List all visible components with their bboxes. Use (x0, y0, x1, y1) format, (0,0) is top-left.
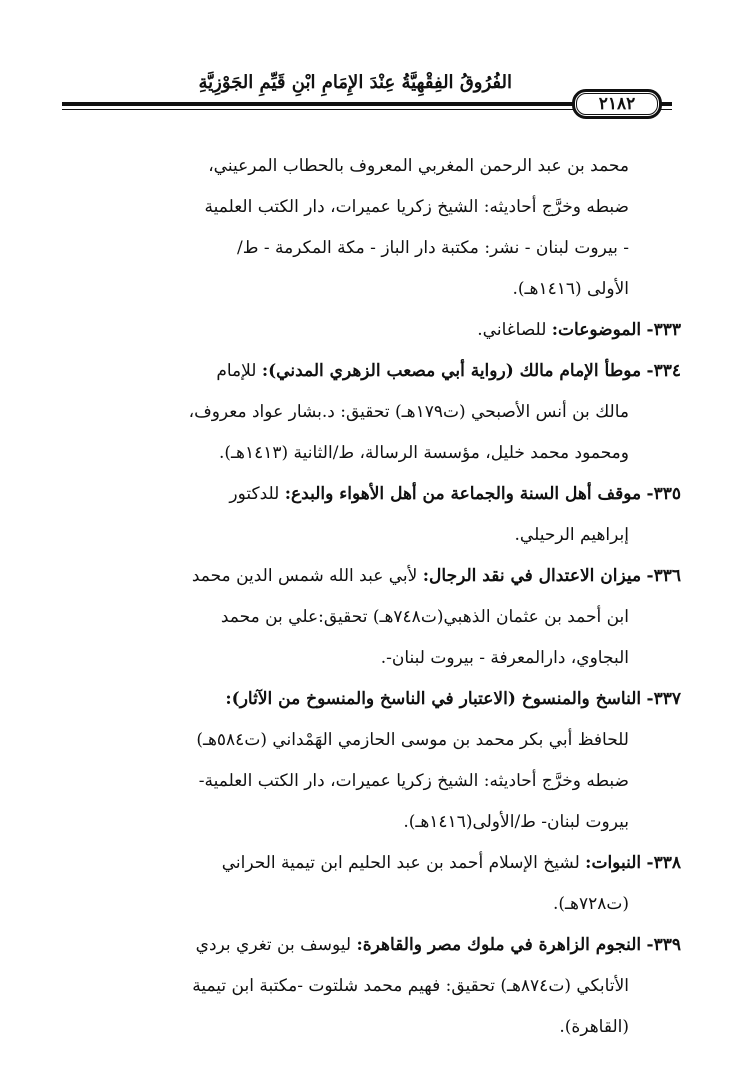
bibliography-entry (56, 474, 681, 556)
entry-text: للدكتور (229, 484, 280, 504)
entry-number: ٣٣٥- (646, 484, 681, 504)
bibliography-entry (56, 925, 681, 1048)
entry-title: الموضوعات: (551, 320, 642, 340)
entry-text: ليوسف بن تغري بردي (195, 935, 352, 955)
continued-entry (56, 146, 681, 310)
entry-title: موقف أهل السنة والجماعة من أهل الأهواء والبدع: (284, 484, 642, 504)
entry-first-line (56, 351, 681, 392)
continuation-line: - بيروت لبنان - نشر: مكتبة دار الباز - مكة المكرمة - ط/ (237, 238, 629, 258)
page-header (62, 72, 662, 142)
running-title: الفُرُوقُ الفِقْهِيَّةُ عِنْدَ الإِمَامِ ابْنِ قَيِّمِ الجَوْزِيَّةِ (198, 72, 512, 93)
entry-number: ٣٣٨- (646, 853, 681, 873)
bibliography-list (56, 146, 681, 1048)
entry-title: ميزان الاعتدال في نقد الرجال: (422, 566, 642, 586)
entry-line: الأتابكي (ت٨٧٤هـ) تحقيق: فهيم محمد شلتوت -مكتبة ابن تيمية (192, 976, 629, 996)
entry-text: للإمام (216, 361, 257, 381)
entry-line: (ت٧٢٨هـ). (552, 894, 629, 914)
entry-line: إبراهيم الرحيلي. (514, 525, 629, 545)
entry-line: (القاهرة). (559, 1017, 629, 1037)
entry-line: للحافظ أبي بكر محمد بن موسى الحازمي الهَمْداني (ت٥٨٤هـ) (196, 730, 629, 750)
bibliography-entry (56, 843, 681, 925)
entry-title: موطأ الإمام مالك (رواية أبي مصعب الزهري المدني): (261, 361, 642, 381)
entry-first-line (56, 925, 681, 966)
continuation-line: الأولى (١٤١٦هـ). (512, 279, 629, 299)
bibliography-entry (56, 351, 681, 474)
bibliography-entry (56, 310, 681, 351)
entry-first-line (56, 474, 681, 515)
entry-first-line (56, 843, 681, 884)
entry-text: لشيخ الإسلام أحمد بن عبد الحليم ابن تيمية الحراني (221, 853, 580, 873)
bibliography-entry (56, 556, 681, 679)
page-number-box (572, 89, 662, 119)
entry-number: ٣٣٤- (646, 361, 681, 381)
continuation-line: محمد بن عبد الرحمن المغربي المعروف بالحطاب المرعيني، (208, 156, 629, 176)
entry-line: ضبطه وخرَّج أحاديثه: الشيخ زكريا عميرات، دار الكتب العلمية- (198, 771, 629, 791)
entry-line: مالك بن أنس الأصبحي (ت١٧٩هـ) تحقيق: د.بشار عواد معروف، (188, 402, 629, 422)
entry-first-line (56, 556, 681, 597)
entry-title: النبوات: (585, 853, 642, 873)
entry-text: لأبي عبد الله شمس الدين محمد (191, 566, 418, 586)
continuation-line: ضبطه وخرَّج أحاديثه: الشيخ زكريا عميرات، دار الكتب العلمية (204, 197, 629, 217)
entry-title: النجوم الزاهرة في ملوك مصر والقاهرة: (356, 935, 642, 955)
entry-line: ومحمود محمد خليل، مؤسسة الرسالة، ط/الثانية (١٤١٣هـ). (218, 443, 629, 463)
entry-number: ٣٣٦- (646, 566, 681, 586)
entry-number: ٣٣٣- (646, 320, 681, 340)
page-number: ٢١٨٢ (576, 93, 658, 115)
entry-line: ابن أحمد بن عثمان الذهبي(ت٧٤٨هـ) تحقيق:علي بن محمد (220, 607, 629, 627)
bibliography-entry (56, 679, 681, 843)
entry-first-line (56, 310, 681, 351)
entry-title: الناسخ والمنسوخ (الاعتبار في الناسخ والمنسوخ من الآثار): (225, 689, 642, 709)
entry-line: البجاوي، دارالمعرفة - بيروت لبنان-. (380, 648, 629, 668)
entry-text: للصاغاني. (477, 320, 547, 340)
entry-first-line (56, 679, 681, 720)
entry-number: ٣٣٩- (646, 935, 681, 955)
entry-line: بيروت لبنان- ط/الأولى(١٤١٦هـ). (403, 812, 629, 832)
entry-number: ٣٣٧- (646, 689, 681, 709)
